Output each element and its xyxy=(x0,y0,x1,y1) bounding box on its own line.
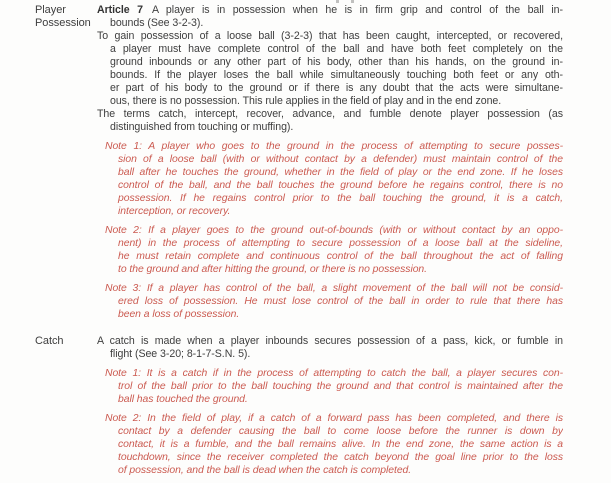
text-line: bounds. If the player loses the ball while simultaneously touching both feet or any oth- xyxy=(110,69,563,81)
text-line: been a loss of possession. xyxy=(118,309,240,320)
text-line: possession. If he regains control prior to the ball touching the ground, it is a catch, xyxy=(118,193,563,204)
text-line: trol of the ball prior to the ball touching the ground and that control is maintained after the xyxy=(118,381,563,392)
text-line: nent) in the process of attempting to secure possession of a loose ball at the sideline, xyxy=(118,238,563,249)
text-line: ball after he touches the ground, whether in the field of play or the end zone. If he loses xyxy=(118,167,563,178)
text-line: control of the ball, and the ball touches the ground before he regains control, there is no xyxy=(118,180,563,191)
text-line: touchdown, since the receiver completed the catch beyond the goal line prior to the loss xyxy=(118,452,563,463)
rule-section xyxy=(0,4,611,321)
rule-section xyxy=(0,335,611,477)
section-label xyxy=(0,4,97,30)
section-label xyxy=(0,335,97,348)
body-paragraph xyxy=(97,335,563,361)
body-paragraph xyxy=(97,30,563,108)
note-paragraph xyxy=(97,412,563,477)
text-line: sion of a loose ball (with or without contact by a defender) must maintain control of the xyxy=(118,154,563,165)
text-line: er part of his body to the ground or if there is any doubt that the acts were simultane- xyxy=(110,82,563,94)
article-paragraph xyxy=(97,4,563,30)
text-line: Note 2: In the field of play, if a catch of a forward pass has been completed, and there is xyxy=(105,413,563,424)
text-line: Note 2: If a player goes to the ground out-of-bounds (with or without contact by an oppo- xyxy=(105,225,563,236)
note-paragraph xyxy=(97,224,563,276)
section-body xyxy=(97,4,563,321)
text-line: interception, or recovery. xyxy=(118,206,231,217)
section-label-line: Catch xyxy=(35,335,64,347)
text-line: ous, there is no possession. This rule applies in the field of play and in the end zone. xyxy=(110,95,502,107)
section-label-line: Player xyxy=(35,4,66,16)
text-line: A catch is made when a player inbounds secures possession of a pass, kick, or fumble in xyxy=(97,335,563,347)
text-line: Note 1: A player who goes to the ground in the process of attempting to secure posses- xyxy=(105,141,563,152)
text-line: flight (See 3-20; 8-1-7-S.N. 5). xyxy=(110,348,251,360)
text-line: he must retain complete and continuous control of the ball throughout the act of falling xyxy=(118,251,563,262)
text-line: ball has touched the ground. xyxy=(118,394,248,405)
text-line: To gain possession of a loose ball (3-2-3) that has been caught, intercepted, or recovered, xyxy=(97,30,563,42)
text-line: The terms catch, intercept, recover, advance, and fumble denote player possession (as xyxy=(97,108,563,120)
text-line: contact, it is a fumble, and the ball remains alive. In the end zone, the same action is a xyxy=(118,439,563,450)
text-line: ered loss of possession. He must lose control of the ball in order to rule that there has xyxy=(118,296,563,307)
section-body xyxy=(97,335,563,477)
text-line: bounds (See 3-2-3). xyxy=(110,17,204,29)
clipped-previous-line-fragment xyxy=(336,0,339,3)
article-first-line-text: A player is in possession when he is in firm grip and control of the ball in- xyxy=(151,4,563,16)
article-number-lead: Article 7 xyxy=(97,4,143,16)
section-label-line: Possession xyxy=(35,17,91,29)
text-line xyxy=(97,4,563,17)
text-line: Note 3: If a player has control of the ball, a slight movement of the ball will not be consid- xyxy=(105,283,563,294)
text-line: a player must have complete control of the ball and have both feet completely on the xyxy=(110,43,563,55)
text-line: of possession, and the ball is dead when the catch is completed. xyxy=(118,465,412,476)
note-paragraph xyxy=(97,367,563,406)
text-line: contact by a defender causing the ball to come loose before the runner is down by xyxy=(118,426,563,437)
text-line: Note 1: It is a catch if in the process of attempting to catch the ball, a player secures con- xyxy=(105,368,563,379)
text-line: distinguished from touching or muffing). xyxy=(110,121,294,133)
note-paragraph xyxy=(97,282,563,321)
note-paragraph xyxy=(97,140,563,218)
text-line: to the ground and after hitting the ground, or there is no possession. xyxy=(118,264,428,275)
rule-sections xyxy=(0,4,611,477)
body-paragraph xyxy=(97,108,563,134)
text-line: ground inbounds or any other part of his body, other than his hands, on the ground in- xyxy=(110,56,563,68)
